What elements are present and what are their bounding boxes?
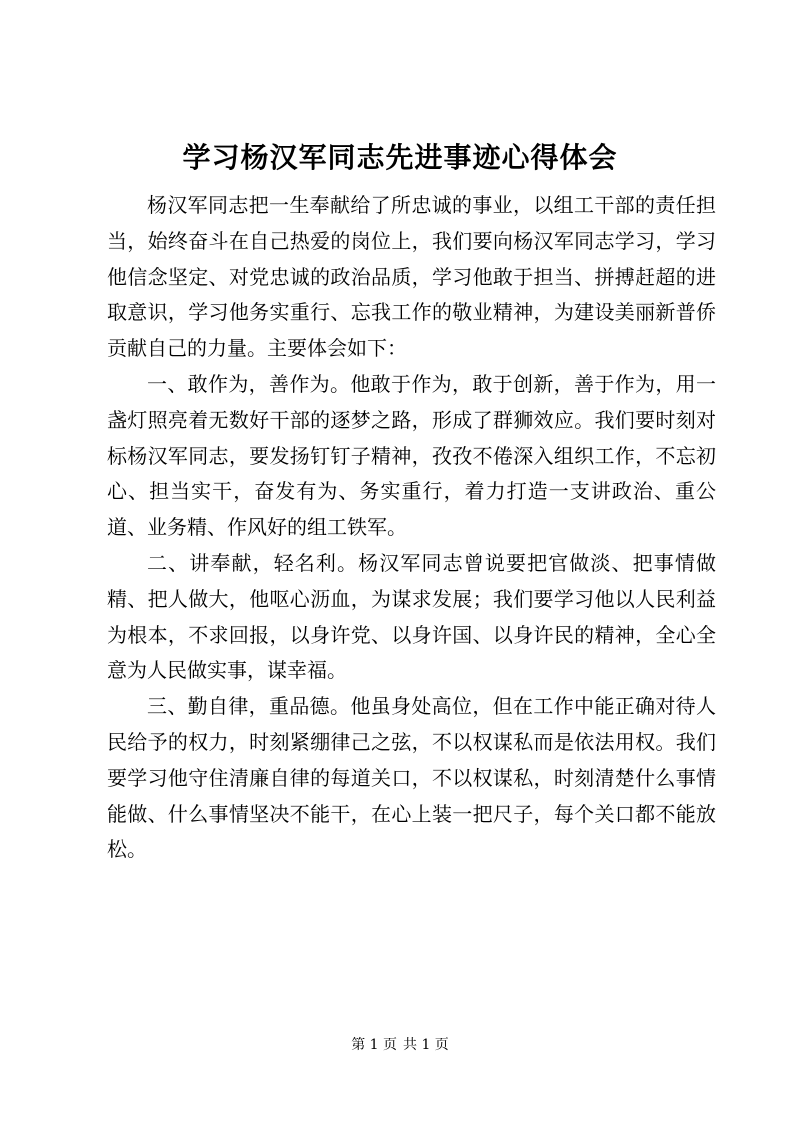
page-footer [0,1035,800,1055]
paragraph-point-three: 三、勤自律，重品德。他虽身处高位，但在工作中能正确对待人民给予的权力，时刻紧绷律己之弦，不以权谋私而是依法用权。我们要学习他守住清廉自律的每道关口，不以权谋私，时刻清楚什么事情能做、什么事情坚决不能干，在心上装一把尺子，每个关口都不能放松。 [107,694,716,862]
paragraph-point-two: 二、讲奉献，轻名利。杨汉军同志曾说要把官做淡、把事情做精、把人做大，他呕心沥血，为谋求发展；我们要学习他以人民利益为根本，不求回报，以身许党、以身许国、以身许民的精神，全心全意为人民做实事，谋幸福。 [107,550,716,683]
document-title: 学习杨汉军同志先进事迹心得体会 [182,141,618,174]
page-number: 第 1 页 [351,1037,397,1053]
document-body [107,188,716,868]
paragraph-intro: 杨汉军同志把一生奉献给了所忠诚的事业，以组工干部的责任担当，始终奋斗在自己热爱的岗位上，我们要向杨汉军同志学习，学习他信念坚定、对党忠诚的政治品质，学习他敢于担当、拼搏赶超的进取意识，学习他务实重行、忘我工作的敬业精神，为建设美丽新普侨贡献自己的力量。主要体会如下： [107,193,716,361]
page-total: 共 1 页 [403,1037,449,1053]
paragraph-point-one: 一、敢作为，善作为。他敢于作为，敢于创新，善于作为，用一盏灯照亮着无数好干部的逐梦之路，形成了群狮效应。我们要时刻对标杨汉军同志，要发扬钉钉子精神，孜孜不倦深入组织工作，不忘初心、担当实干，奋发有为、务实重行，着力打造一支讲政治、重公道、业务精、作风好的组工铁军。 [107,371,716,540]
